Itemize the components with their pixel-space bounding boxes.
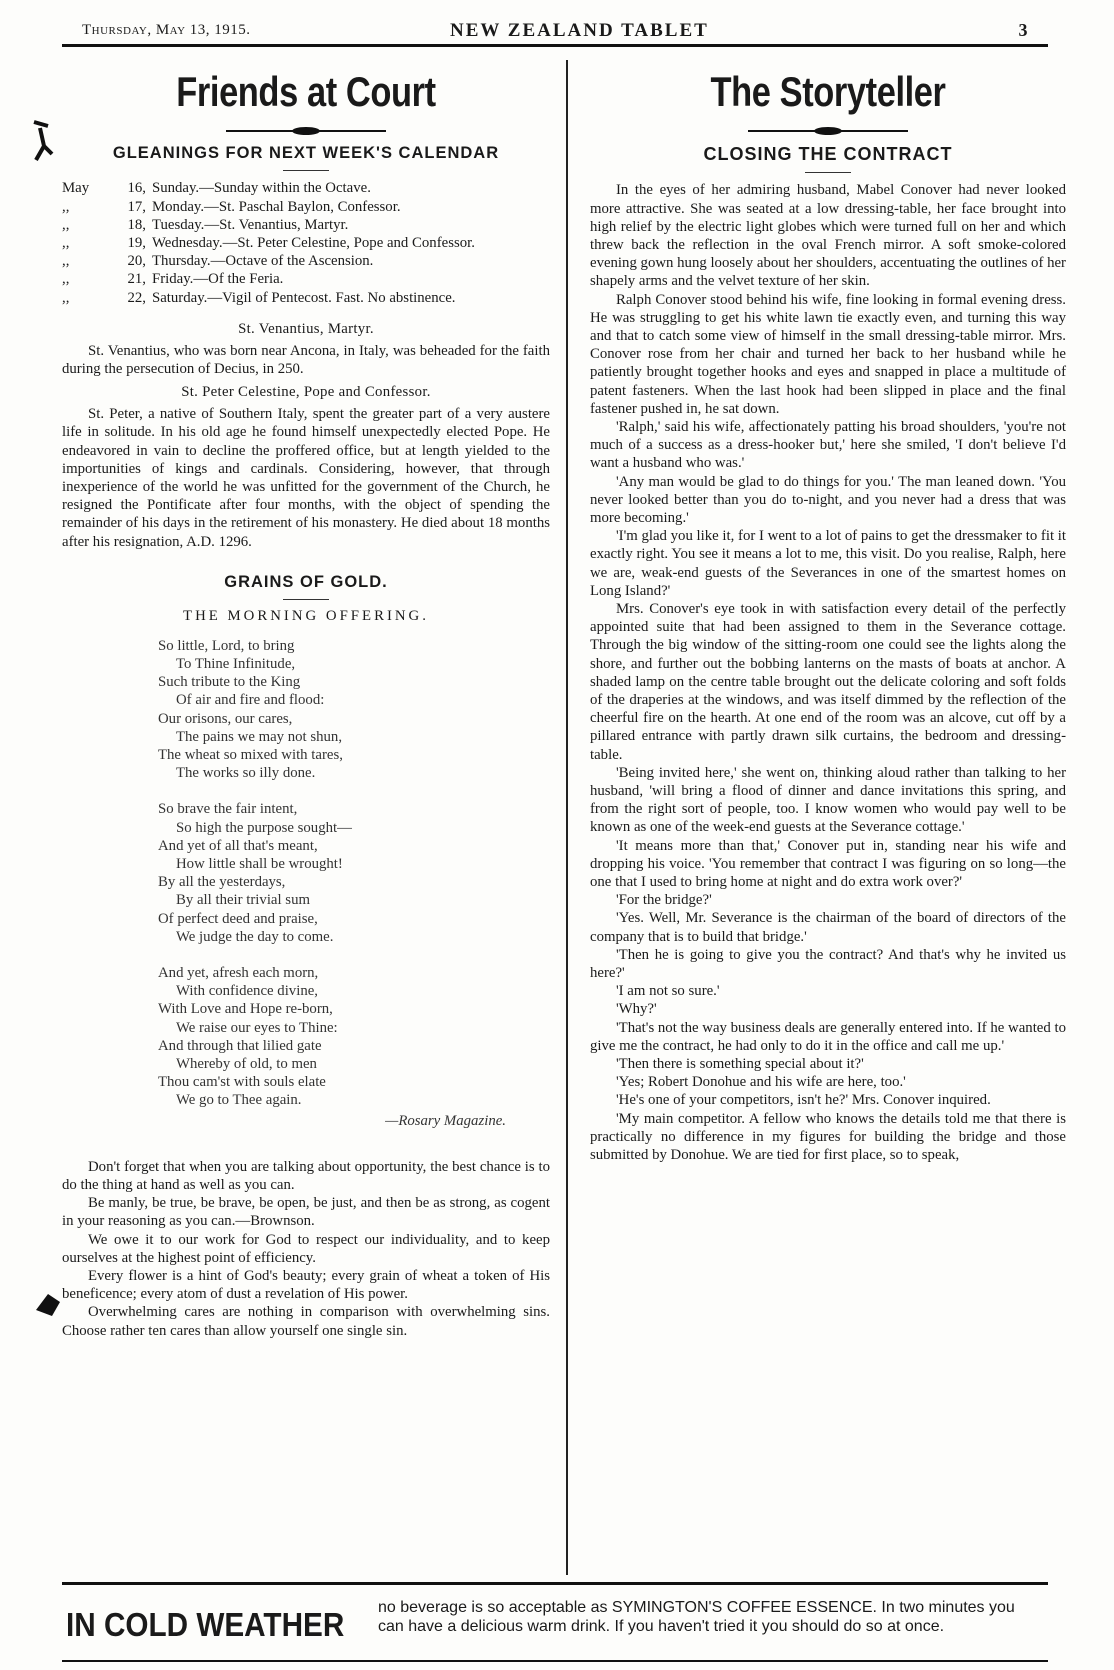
page-number: 3: [1018, 20, 1028, 40]
calendar-subhead: GLEANINGS FOR NEXT WEEK'S CALENDAR: [112, 144, 500, 163]
story-paragraph: 'Any man would be glad to do things for you.' The man leaned down. 'You never looked better than you do to-night, and you never had a dress that was more becoming.': [590, 473, 1066, 526]
poem-stanza: So brave the fair intent, So high the purpose sought— And yet of all that's meant, How little shall be wrought! By all the yesterdays, By all their trivial sum Of perfect deed and praise, We judge the day to come.: [158, 801, 352, 945]
saying: Every flower is a hint of God's beauty; every grain of wheat a token of His beneficence; every atom of dust a revelation of His power.: [62, 1268, 550, 1303]
advert-headline: IN COLD WEATHER: [66, 1606, 345, 1643]
saying: Be manly, be true, be brave, be open, be just, and then be as strong, as cogent in your reasoning as you can.—Brownson.: [62, 1195, 550, 1230]
short-rule: [283, 170, 329, 171]
storyteller-headline: The Storyteller: [710, 68, 946, 115]
story-paragraph: 'Being invited here,' she went on, thinking aloud rather than talking to her husband, 'will bring a flood of dinner and dance invitations this spring, and from the right sort of people, too. I know women who would pay well to be known as one of the week-end guests at the Severance cottage.': [590, 764, 1066, 836]
poem-attribution: —Rosary Magazine.: [385, 1112, 506, 1129]
short-rule: [283, 599, 329, 600]
story-paragraph: 'Then he is going to give you the contract? And that's why he invited us here?': [590, 946, 1066, 982]
column-divider: [566, 60, 568, 1575]
story-paragraph: 'I'm glad you like it, for I went to a lot of pains to get the dressmaker to fit it exactly right. You see it means a lot to me, this visit. Do you realise, Ralph, here we are, weak-end guests of the Severances in one of the smartest homes on Long Island?': [590, 528, 1066, 599]
saint-venantius-text: St. Venantius, who was born near Ancona, in Italy, was beheaded for the faith during the persecution of Decius, in 250.: [62, 342, 550, 377]
story-paragraph: 'It means more than that,' Conover put in, standing near his wife and dropping his voice. 'You remember that contract I was figuring on so long—the one that I used to bring home at night and do extra work over?': [590, 837, 1066, 891]
scan-blot-icon: [34, 1290, 62, 1320]
coffee-advert: [66, 1596, 1046, 1658]
calendar-item: ,, 22, Saturday.—Vigil of Pentecost. Fast. No abstinence.: [62, 289, 456, 306]
story-paragraph: 'Yes; Robert Donohue and his wife are here, too.': [616, 1074, 906, 1091]
short-rule: [805, 172, 851, 173]
paper-title: NEW ZEALAND TABLET: [450, 20, 709, 41]
poem-stanza: And yet, afresh each morn, With confidence divine, With Love and Hope re-born, We raise our eyes to Thine: And through that lilied gate Whereby of old, to men Thou cam'st with souls elate We go to Thee again.: [158, 965, 338, 1109]
ornament-rule-icon: [738, 126, 918, 136]
story-paragraph: Ralph Conover stood behind his wife, fine looking in formal evening dress. He was struggling to get his white lawn tie exactly even, and turning this way and that to catch some view of himself in the small dressing-table mirror. Mrs. Conover rose from her chair and turned her back to her husband while he patiently brought together hooks and eyes and snapped in place a multitude of patent fasteners. When the last hook had been slipped in place and the final fastener pushed in, he sat down.: [590, 291, 1066, 417]
story-paragraph: 'My main competitor. A fellow who knows the details told me that there is practically no difference in my figures for building the bridge and those submitted by Donohue. We are tied for first place, so to speak,: [590, 1110, 1066, 1164]
story-paragraph: 'For the bridge?': [616, 892, 712, 909]
saying: We owe it to our work for God to respect our individuality, and to keep ourselves at the highest point of efficiency.: [62, 1231, 550, 1266]
advert-rule-top: [62, 1582, 1048, 1585]
advert-rule-bottom: [62, 1660, 1048, 1662]
story-paragraph: 'Ralph,' said his wife, affectionately patting his broad shoulders, 'you're not much of a success as a dress-hooker but,' here she smiled, 'I don't believe I'd want a husband who was.': [590, 418, 1066, 472]
story-body: [590, 181, 1066, 1164]
calendar-item: ,, 19, Wednesday.—St. Peter Celestine, Pope and Confessor.: [62, 234, 475, 251]
calendar-list: [62, 179, 550, 306]
story-title: CLOSING THE CONTRACT: [703, 144, 953, 165]
story-paragraph: 'He's one of your competitors, isn't he?' Mrs. Conover inquired.: [616, 1092, 991, 1109]
left-column: [62, 60, 550, 1340]
story-paragraph: 'Why?': [616, 1001, 657, 1018]
calendar-item: May 16, Sunday.—Sunday within the Octave.: [62, 180, 371, 197]
calendar-item: ,, 21, Friday.—Of the Feria.: [62, 271, 284, 288]
poem: [158, 637, 550, 1130]
saint-venantius-heading: St. Venantius, Martyr.: [238, 320, 374, 337]
poem-stanza: So little, Lord, to bring To Thine Infinitude, Such tribute to the King Of air and fire and flood: Our orisons, our cares, The pains we may not shun, The wheat so mixed with tares, The works so illy done.: [158, 637, 343, 782]
poem-title: THE MORNING OFFERING.: [183, 607, 429, 624]
sayings: [62, 1158, 550, 1340]
story-paragraph: Mrs. Conover's eye took in with satisfaction every detail of the perfectly appointed suite that had been assigned to them in the Severance cottage. Through the big window of the sitting-room one could see the lights along the shore, and further out the bobbing lanterns on the masts of boats at anchor. A shaded lamp on the centre table brought out the delicate coloring and soft folds of the draperies at the windows, and was itself dimmed by the reflection of the cheerful fire on the hearth. At one end of the room was an alcove, cut off by a pillared entrance with partly drawn silk curtains, the bedroom and dressing-table.: [590, 600, 1066, 763]
masthead-rule: [62, 44, 1048, 47]
story-paragraph: In the eyes of her admiring husband, Mabel Conover had never looked more attractive. She was seated at a low dressing-table, her face brought into high relief by the electric light globes which were turned full on her and which threw back the reflection in the oval French mirror. A soft smoke-colored evening gown hung loosely about her shoulders, accentuating the outlines of her shapely arms and the velvet texture of her skin.: [590, 182, 1066, 290]
ornament-rule-icon: [216, 126, 396, 136]
calendar-item: ,, 17, Monday.—St. Paschal Baylon, Confessor.: [62, 198, 401, 215]
calendar-item: ,, 18, Tuesday.—St. Venantius, Martyr.: [62, 216, 349, 233]
masthead: [82, 20, 1028, 42]
saying: Don't forget that when you are talking about opportunity, the best chance is to do the thing at hand as well as you can.: [62, 1158, 550, 1194]
story-paragraph: 'That's not the way business deals are generally entered into. If he wanted to give me the contract, he had only to do it in the office and call me up.': [590, 1019, 1066, 1054]
story-paragraph: 'Yes. Well, Mr. Severance is the chairman of the board of directors of the company that is to build that bridge.': [590, 910, 1066, 945]
right-column: [590, 60, 1066, 1164]
saying: Overwhelming cares are nothing in comparison with overwhelming sins. Choose rather ten cares than allow yourself one single sin.: [62, 1304, 550, 1339]
friends-at-court-headline: Friends at Court: [176, 68, 436, 115]
story-paragraph: 'Then there is something special about it?': [616, 1056, 864, 1073]
grains-of-gold-heading: GRAINS OF GOLD.: [224, 572, 388, 591]
advert-text: no beverage is so acceptable as SYMINGTON'S COFFEE ESSENCE. In two minutes you can have a delicious warm drink. If you haven't tried it you should do so at once.: [378, 1599, 1015, 1635]
calendar-item: ,, 20, Thursday.—Octave of the Ascension.: [62, 253, 374, 270]
issue-date: Thursday, May 13, 1915.: [82, 22, 251, 38]
scan-mark-icon: [30, 120, 56, 170]
saint-peter-text: St. Peter, a native of Southern Italy, spent the greater part of a very austere life in solitude. In his old age he found himself unexpectedly elected Pope. He endeavored in vain to decline the proffered office, but at length yielded to the importunities of kings and cardinals. Considering, however, that through inexperience of the world he was unfitted for the government of the Church, he resigned the Pontificate after four months, with the object of spending the remainder of his days in the retirement of his monastery. He died about 18 months after his resignation, A.D. 1296.: [62, 406, 550, 550]
story-paragraph: 'I am not so sure.': [616, 983, 720, 1000]
saint-peter-heading: St. Peter Celestine, Pope and Confessor.: [181, 384, 431, 401]
